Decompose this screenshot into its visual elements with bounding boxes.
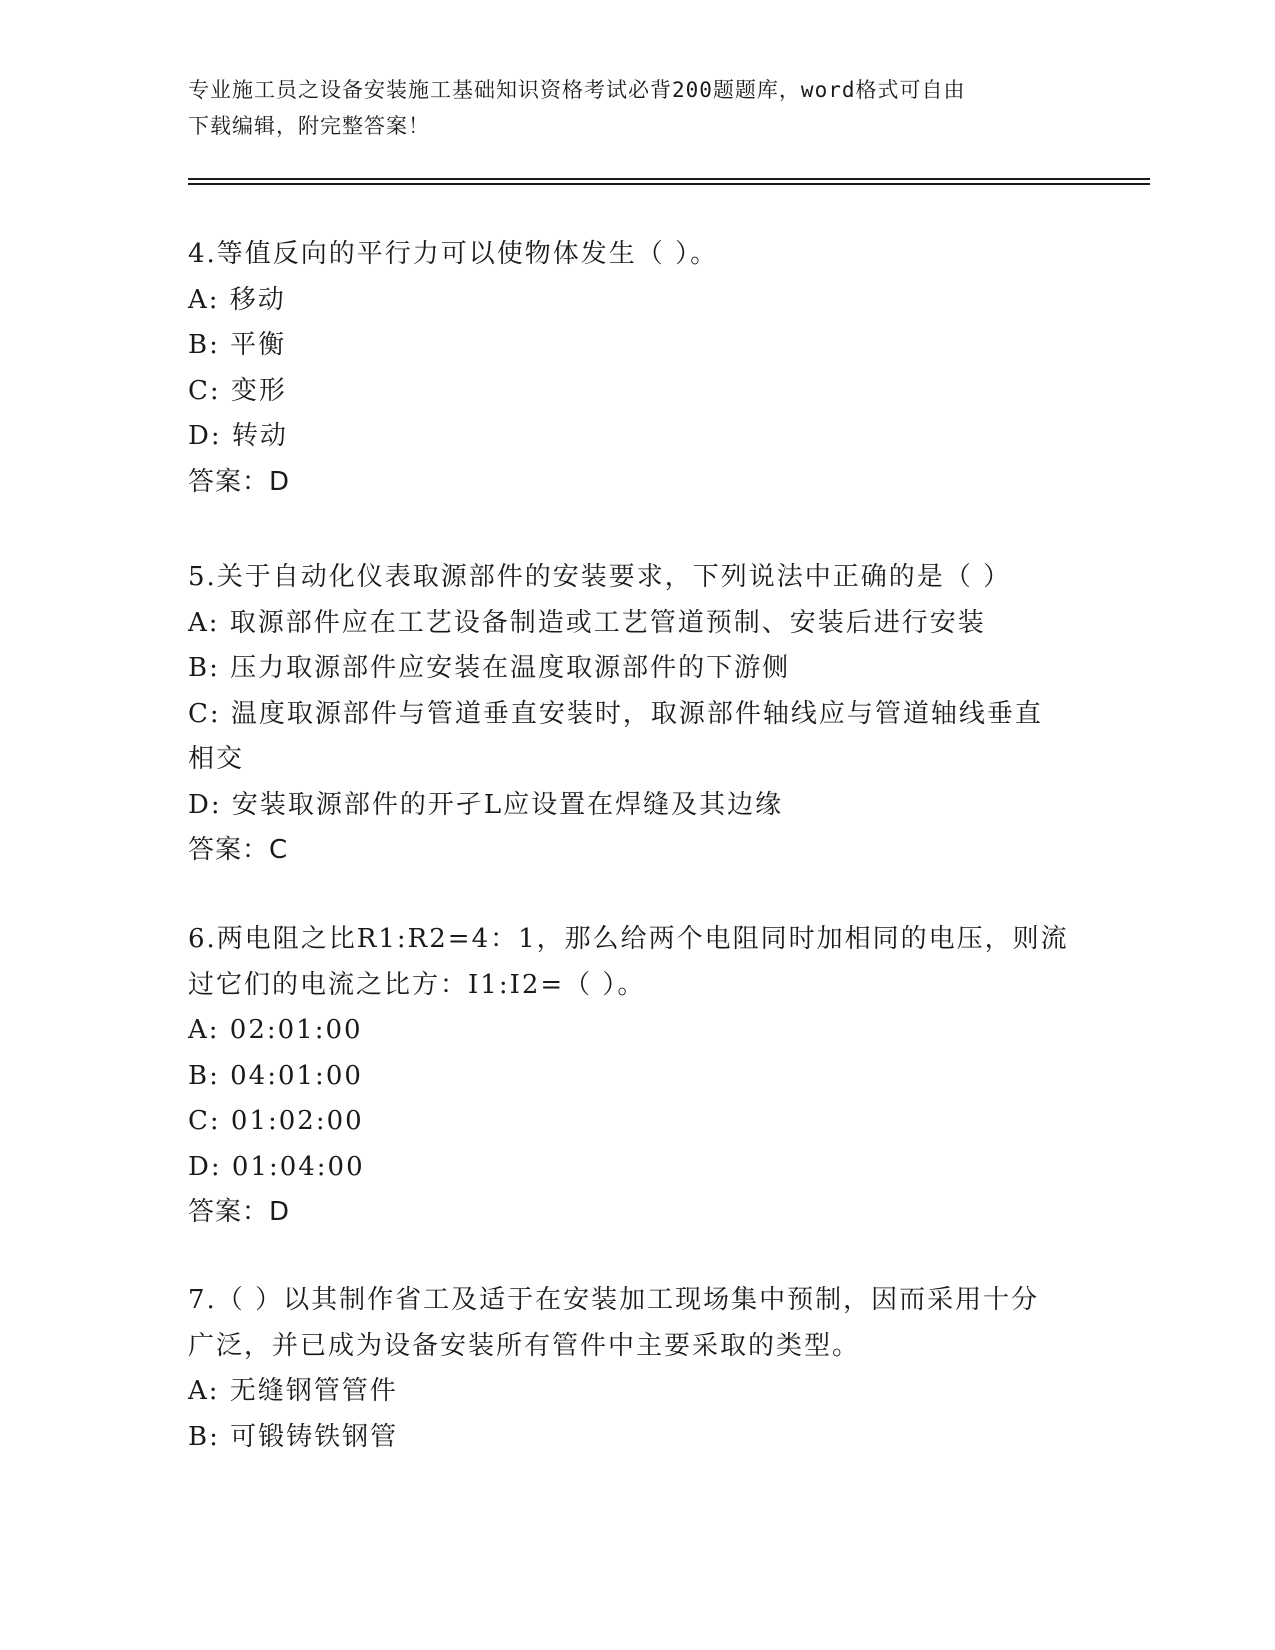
question-7	[188, 1278, 1088, 1460]
option-d: D: 安装取源部件的开孑L应设置在焊缝及其边缘	[188, 789, 784, 820]
question-stem: 4.等值反向的平行力可以使物体发生（ ）。	[188, 239, 719, 269]
question-stem-continued: 过它们的电流之比方：I1:I2=（ ）。	[188, 969, 646, 1000]
answer: 答案：D	[188, 466, 291, 497]
option-d: D: 转动	[188, 421, 288, 451]
header-line-1: 专业施工员之设备安装施工基础知识资格考试必背200题题库，word格式可自由	[188, 78, 966, 102]
document-header	[188, 72, 1088, 144]
option-d: D: 01:04:00	[188, 1151, 365, 1182]
option-a: A: 02:01:00	[188, 1015, 363, 1045]
option-b: B: 可锻铸铁钢管	[188, 1421, 399, 1452]
option-c-continued: 相交	[188, 744, 245, 774]
option-b: B: 04:01:00	[188, 1060, 363, 1091]
option-a: A: 无缝钢管管件	[188, 1376, 398, 1406]
option-c: C: 变形	[188, 375, 287, 406]
question-stem: 6.两电阻之比R1:R2=4：1，那么给两个电阻同时加相同的电压，则流	[188, 924, 1069, 954]
header-divider-bottom	[188, 183, 1150, 185]
question-4	[188, 232, 1088, 505]
question-stem-continued: 广泛，并已成为设备安装所有管件中主要采取的类型。	[188, 1330, 861, 1361]
question-stem: 7.（ ）以其制作省工及适于在安装加工现场集中预制，因而采用十分	[188, 1285, 1040, 1315]
option-a: A: 取源部件应在工艺设备制造或工艺管道预制、安装后进行安装	[188, 607, 986, 638]
option-b: B: 压力取源部件应安装在温度取源部件的下游侧	[188, 653, 791, 683]
option-a: A: 移动	[188, 284, 286, 315]
header-line-2: 下载编辑，附完整答案！	[188, 114, 430, 138]
option-b: B: 平衡	[188, 330, 287, 360]
header-divider-top	[188, 178, 1150, 180]
question-5	[188, 555, 1088, 874]
answer: 答案：D	[188, 1197, 291, 1227]
question-6	[188, 917, 1088, 1236]
answer: 答案：C	[188, 835, 289, 865]
question-stem: 5.关于自动化仪表取源部件的安装要求，下列说法中正确的是（ ）	[188, 562, 1012, 592]
option-c: C: 温度取源部件与管道垂直安装时，取源部件轴线应与管道轴线垂直	[188, 698, 1043, 729]
option-c: C: 01:02:00	[188, 1106, 364, 1136]
